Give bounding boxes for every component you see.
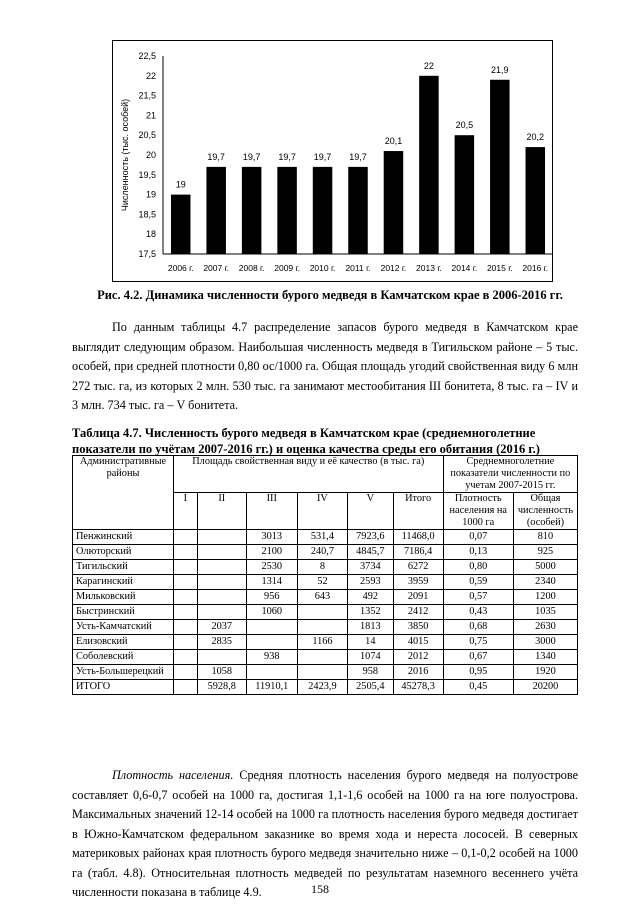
data-label: 19,7 (207, 151, 225, 162)
x-tick-label: 2016 г. (522, 263, 549, 273)
table-cell: 45278,3 (393, 680, 443, 695)
table-cell: 0,80 (443, 560, 513, 575)
table-cell: 0,45 (443, 680, 513, 695)
data-table (72, 455, 578, 695)
table-cell: 958 (348, 665, 394, 680)
paragraph-2-lead: Плотность населения. (112, 768, 234, 782)
data-label: 20,5 (455, 120, 474, 131)
table-row (73, 665, 578, 680)
subheader-5: Итого (393, 493, 443, 530)
bar-chart (112, 40, 553, 282)
district-name: Соболевский (73, 650, 174, 665)
table-cell: 643 (297, 590, 347, 605)
bar (242, 167, 261, 254)
table-cell: 0,75 (443, 635, 513, 650)
data-label: 19,7 (313, 151, 332, 162)
x-tick-label: 2014 г. (451, 263, 478, 273)
data-label: 22 (423, 60, 434, 71)
bar (419, 76, 439, 254)
subheader-7: Общая численность (особей) (513, 493, 577, 530)
y-tick-label: 20,5 (138, 130, 156, 141)
x-tick-label: 2015 г. (486, 263, 513, 273)
data-label: 19,7 (349, 151, 367, 162)
table-cell: 3000 (513, 635, 577, 650)
table-cell (173, 635, 197, 650)
table-cell: 1058 (197, 665, 246, 680)
table-cell: 52 (297, 575, 347, 590)
table-cell (246, 665, 297, 680)
table-cell: 0,67 (443, 650, 513, 665)
y-tick-label: 19 (145, 189, 156, 200)
table-cell: 11468,0 (393, 530, 443, 545)
district-name: Елизовский (73, 635, 174, 650)
data-label: 20,2 (526, 132, 545, 143)
subheader-4: V (348, 493, 394, 530)
table-cell (173, 605, 197, 620)
table-cell (197, 575, 246, 590)
table-cell: 4015 (393, 635, 443, 650)
table-cell: 11910,1 (246, 680, 297, 695)
table-row (73, 620, 578, 635)
table-cell (197, 590, 246, 605)
table-cell: 1340 (513, 650, 577, 665)
table-cell: 1920 (513, 665, 577, 680)
bar (348, 167, 368, 254)
table-cell (173, 620, 197, 635)
x-tick-label: 2011 г. (345, 263, 371, 273)
table-cell: 531,4 (297, 530, 347, 545)
y-tick-label: 17,5 (138, 249, 156, 259)
y-tick-label: 21 (145, 110, 156, 121)
bar (313, 167, 333, 254)
table-cell: 0,13 (443, 545, 513, 560)
table-cell: 14 (348, 635, 394, 650)
table-cell: 5928,8 (197, 680, 246, 695)
district-name: Усть-Камчатский (73, 620, 174, 635)
x-tick-label: 2007 г. (203, 263, 230, 273)
table-cell (197, 530, 246, 545)
table-row (73, 650, 578, 665)
x-tick-label: 2009 г. (274, 263, 300, 273)
data-label: 19 (175, 179, 186, 190)
y-tick-label: 18,5 (138, 209, 156, 220)
table-cell (173, 665, 197, 680)
bar (455, 135, 475, 254)
bar (277, 167, 297, 254)
table-cell: 6272 (393, 560, 443, 575)
y-tick-label: 20 (145, 150, 156, 160)
paragraph-2-text: Средняя плотность населения бурого медведя на полуострове составляет 0,6-0,7 особей на 1000 га, достигая 1,1-1,6 особей на 1000 га на юге полуострова. Максимальных значений 12-14 особей на 1000 га плотность населения бурого медведя достигает в Южно-Камчатском федеральном заказнике во время хода и нереста лососей. В северных материковых районах края плотность бурого медведя значительно ниже – 0,1-0,2 особей на 1000 га (табл. 4.8). Относительная плотность медведей по результатам наземного весеннего учёта численности показана в таблице 4.9. (72, 768, 578, 899)
x-tick-label: 2006 г. (167, 263, 194, 273)
table-cell (297, 665, 347, 680)
subheader-6: Плотность населения на 1000 га (443, 493, 513, 530)
table-cell: 2100 (246, 545, 297, 560)
table-cell: 4845,7 (348, 545, 394, 560)
table-cell (297, 620, 347, 635)
table-cell: 492 (348, 590, 394, 605)
table-cell: 3734 (348, 560, 394, 575)
table-cell (297, 605, 347, 620)
bar (171, 195, 191, 254)
table-row (73, 605, 578, 620)
figure-caption: Рис. 4.2. Динамика численности бурого медведя в Камчатском крае в 2006-2016 гг. (97, 288, 563, 302)
table-cell: 956 (246, 590, 297, 605)
header-district: Административные районы (73, 456, 174, 530)
district-name: Тигильский (73, 560, 174, 575)
table-cell: 2091 (393, 590, 443, 605)
chart-svg (113, 41, 554, 283)
y-tick-label: 19,5 (138, 169, 156, 180)
table-cell (173, 680, 197, 695)
table-cell: 0,43 (443, 605, 513, 620)
table-cell: 2037 (197, 620, 246, 635)
table-title: Таблица 4.7. Численность бурого медведя в Камчатском крае (среднемноголетние показатели по учётам 2007-2016 гг.) и оценка качества среды его обитания (2016 г.) (72, 426, 540, 456)
header-area: Площадь свойственная виду и её качество (в тыс. га) (173, 456, 443, 493)
bar (206, 167, 226, 254)
table-cell: 2505,4 (348, 680, 394, 695)
table-cell: 2835 (197, 635, 246, 650)
table-cell (297, 650, 347, 665)
district-name: Усть-Большерецкий (73, 665, 174, 680)
table-cell: 1166 (297, 635, 347, 650)
table-cell: 810 (513, 530, 577, 545)
table-row (73, 680, 578, 695)
paragraph-1-text: По данным таблицы 4.7 распределение запасов бурого медведя в Камчатском крае выглядит следующим образом. Наибольшая численность медведя в Тигильском районе – 5 тыс. особей, при средней плотности 0,80 ос/1000 га. Общая площадь угодий свойственная виду 6 млн 272 тыс. га, из которых 2 млн. 530 тыс. га занимают местообитания III бонитета, 8 тыс. га – IV и 3 млн. 734 тыс. га – V бонитета. (72, 320, 578, 412)
table-cell: 938 (246, 650, 297, 665)
data-label: 20,1 (384, 136, 403, 147)
table-cell (246, 635, 297, 650)
table-cell (197, 650, 246, 665)
x-tick-label: 2013 г. (416, 263, 442, 273)
table-row (73, 590, 578, 605)
subheader-3: IV (297, 493, 347, 530)
bar (526, 147, 546, 254)
table-cell (173, 560, 197, 575)
table-cell: 0,07 (443, 530, 513, 545)
table-cell: 0,68 (443, 620, 513, 635)
district-name: Мильковский (73, 590, 174, 605)
bar (490, 80, 510, 254)
table-cell: 0,59 (443, 575, 513, 590)
table-row (73, 560, 578, 575)
table-cell: 2012 (393, 650, 443, 665)
table-cell (197, 545, 246, 560)
subheader-2: III (246, 493, 297, 530)
table-cell (173, 530, 197, 545)
table-cell: 1074 (348, 650, 394, 665)
x-tick-label: 2010 г. (309, 263, 336, 273)
table-cell: 5000 (513, 560, 577, 575)
page-number: 158 (311, 882, 329, 896)
table-cell: 2340 (513, 575, 577, 590)
table-cell (173, 545, 197, 560)
table-row (73, 575, 578, 590)
table-cell (173, 650, 197, 665)
y-tick-label: 21,5 (138, 90, 156, 101)
table-cell: 240,7 (297, 545, 347, 560)
table-cell: 2530 (246, 560, 297, 575)
table-cell: 925 (513, 545, 577, 560)
y-tick-label: 22 (145, 70, 156, 81)
table-cell: 2630 (513, 620, 577, 635)
data-label: 21,9 (491, 64, 509, 75)
y-axis-title: Численность (тыс. особей) (120, 98, 130, 212)
y-tick-label: 22,5 (138, 51, 156, 61)
table-cell: 2423,9 (297, 680, 347, 695)
district-name: Быстринский (73, 605, 174, 620)
table-cell: 2016 (393, 665, 443, 680)
table-cell: 2412 (393, 605, 443, 620)
table-cell: 2593 (348, 575, 394, 590)
table-cell: 3959 (393, 575, 443, 590)
x-tick-label: 2012 г. (380, 263, 407, 273)
bar (384, 151, 404, 254)
table-row (73, 635, 578, 650)
paragraph-1 (72, 318, 578, 416)
district-name: Пенжинский (73, 530, 174, 545)
table-cell: 0,95 (443, 665, 513, 680)
district-name: Карагинский (73, 575, 174, 590)
data-label: 19,7 (242, 151, 261, 162)
table-cell: 3850 (393, 620, 443, 635)
table-cell: 7186,4 (393, 545, 443, 560)
table-cell (197, 560, 246, 575)
table-cell: 1035 (513, 605, 577, 620)
table-cell (173, 575, 197, 590)
data-label: 19,7 (278, 151, 296, 162)
table-cell: 1352 (348, 605, 394, 620)
header-avg: Среднемноголетние показатели численности по учетам 2007-2015 гг. (443, 456, 577, 493)
table-cell: 1060 (246, 605, 297, 620)
table-cell: 7923,6 (348, 530, 394, 545)
district-name: ИТОГО (73, 680, 174, 695)
table-cell: 0,57 (443, 590, 513, 605)
x-tick-label: 2008 г. (238, 263, 265, 273)
district-name: Олюторский (73, 545, 174, 560)
table-cell: 3013 (246, 530, 297, 545)
table-cell (173, 590, 197, 605)
table-cell: 8 (297, 560, 347, 575)
table-cell: 20200 (513, 680, 577, 695)
table-row (73, 545, 578, 560)
subheader-1: II (197, 493, 246, 530)
table-cell (197, 605, 246, 620)
y-tick-label: 18 (145, 229, 156, 240)
table-cell: 1314 (246, 575, 297, 590)
table-row (73, 530, 578, 545)
table-cell: 1200 (513, 590, 577, 605)
table-cell (246, 620, 297, 635)
table-cell: 1813 (348, 620, 394, 635)
subheader-0: I (173, 493, 197, 530)
